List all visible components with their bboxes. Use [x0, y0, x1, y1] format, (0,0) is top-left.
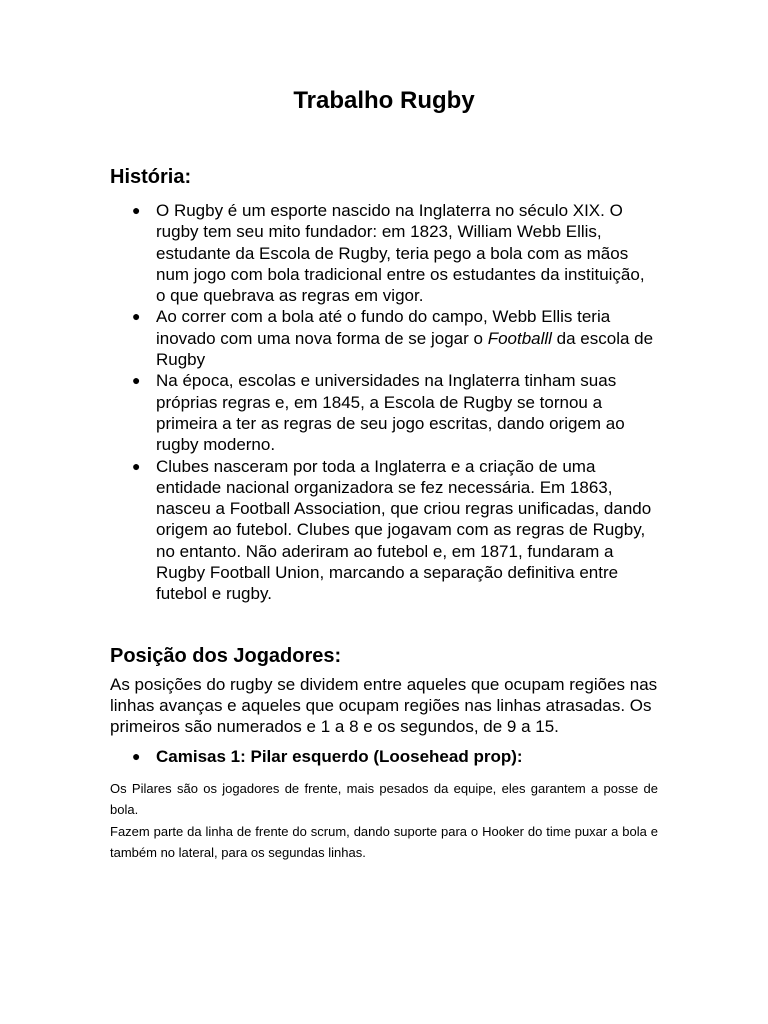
bullet-icon: ●	[132, 202, 141, 218]
pilares-paragraph-1: Os Pilares são os jogadores de frente, mais pesados da equipe, eles garantem a posse de bola.	[110, 780, 658, 818]
bullet-text-italic: Footballl	[487, 328, 552, 348]
historia-bullet-1	[110, 200, 658, 306]
bullet-icon: ●	[132, 747, 141, 764]
bullet-text-before: Ao correr com a bola até o fundo do campo, Webb Ellis teria inovado com uma nova forma de se jogar o	[156, 307, 611, 348]
bullet-text-after: da escola de Rugby	[156, 328, 654, 370]
document-title: Trabalho Rugby	[293, 87, 475, 114]
bullet-icon: ●	[132, 457, 141, 474]
posicao-bullet-camisa-1	[110, 746, 658, 767]
bullet-text: Clubes nasceram por toda a Inglaterra e a criação de uma entidade nacional organizadora se fez necessária. Em 1863, nasceu a Football Association, que criou regras unificadas, dando origem ao futebol. Clubes que jogavam com as regras de Rugby, no entanto. Não aderiram ao futebol e, em 1871, fundaram a Rugby Football Union, marcando a separação definitiva entre futebol e rugby.	[156, 456, 652, 604]
historia-bullet-4	[110, 456, 658, 605]
historia-bullet-3	[110, 370, 658, 455]
section-heading-historia: História:	[110, 166, 192, 188]
section-heading-posicao: Posição dos Jogadores:	[110, 644, 342, 667]
bullet-icon: ●	[132, 372, 141, 389]
bullet-text: O Rugby é um esporte nascido na Inglaterra no século XIX. O rugby tem seu mito fundador: em 1823, William Webb Ellis, estudante da Escola de Rugby, teria pego a bola com as mãos num jogo com bola tradicional entre os estudantes da instituição, o que quebrava as regras em vigor.	[156, 201, 645, 306]
historia-bullet-list	[110, 200, 658, 605]
bullet-icon: ●	[132, 308, 141, 325]
posicao-bullet-list	[110, 746, 658, 767]
bullet-text: Na época, escolas e universidades na Inglaterra tinham suas próprias regras e, em 1845, a Escola de Rugby se tornou a primeira a ter as regras de seu jogo escritas, dando origem ao rugby moderno.	[156, 371, 625, 455]
posicao-intro-paragraph: As posições do rugby se dividem entre aqueles que ocupam regiões nas linhas avanças e aqueles que ocupam regiões nas linhas atrasadas. Os primeiros são numerados e 1 a 8 e os segundos, de 9 a 15.	[110, 674, 658, 737]
historia-bullet-2	[110, 306, 658, 370]
bullet-text: Camisas 1: Pilar esquerdo (Loosehead prop):	[156, 746, 523, 766]
pilares-paragraph-2: Fazem parte da linha de frente do scrum, dando suporte para o Hooker do time puxar a bola e também no lateral, para os segundas linhas.	[110, 823, 658, 861]
